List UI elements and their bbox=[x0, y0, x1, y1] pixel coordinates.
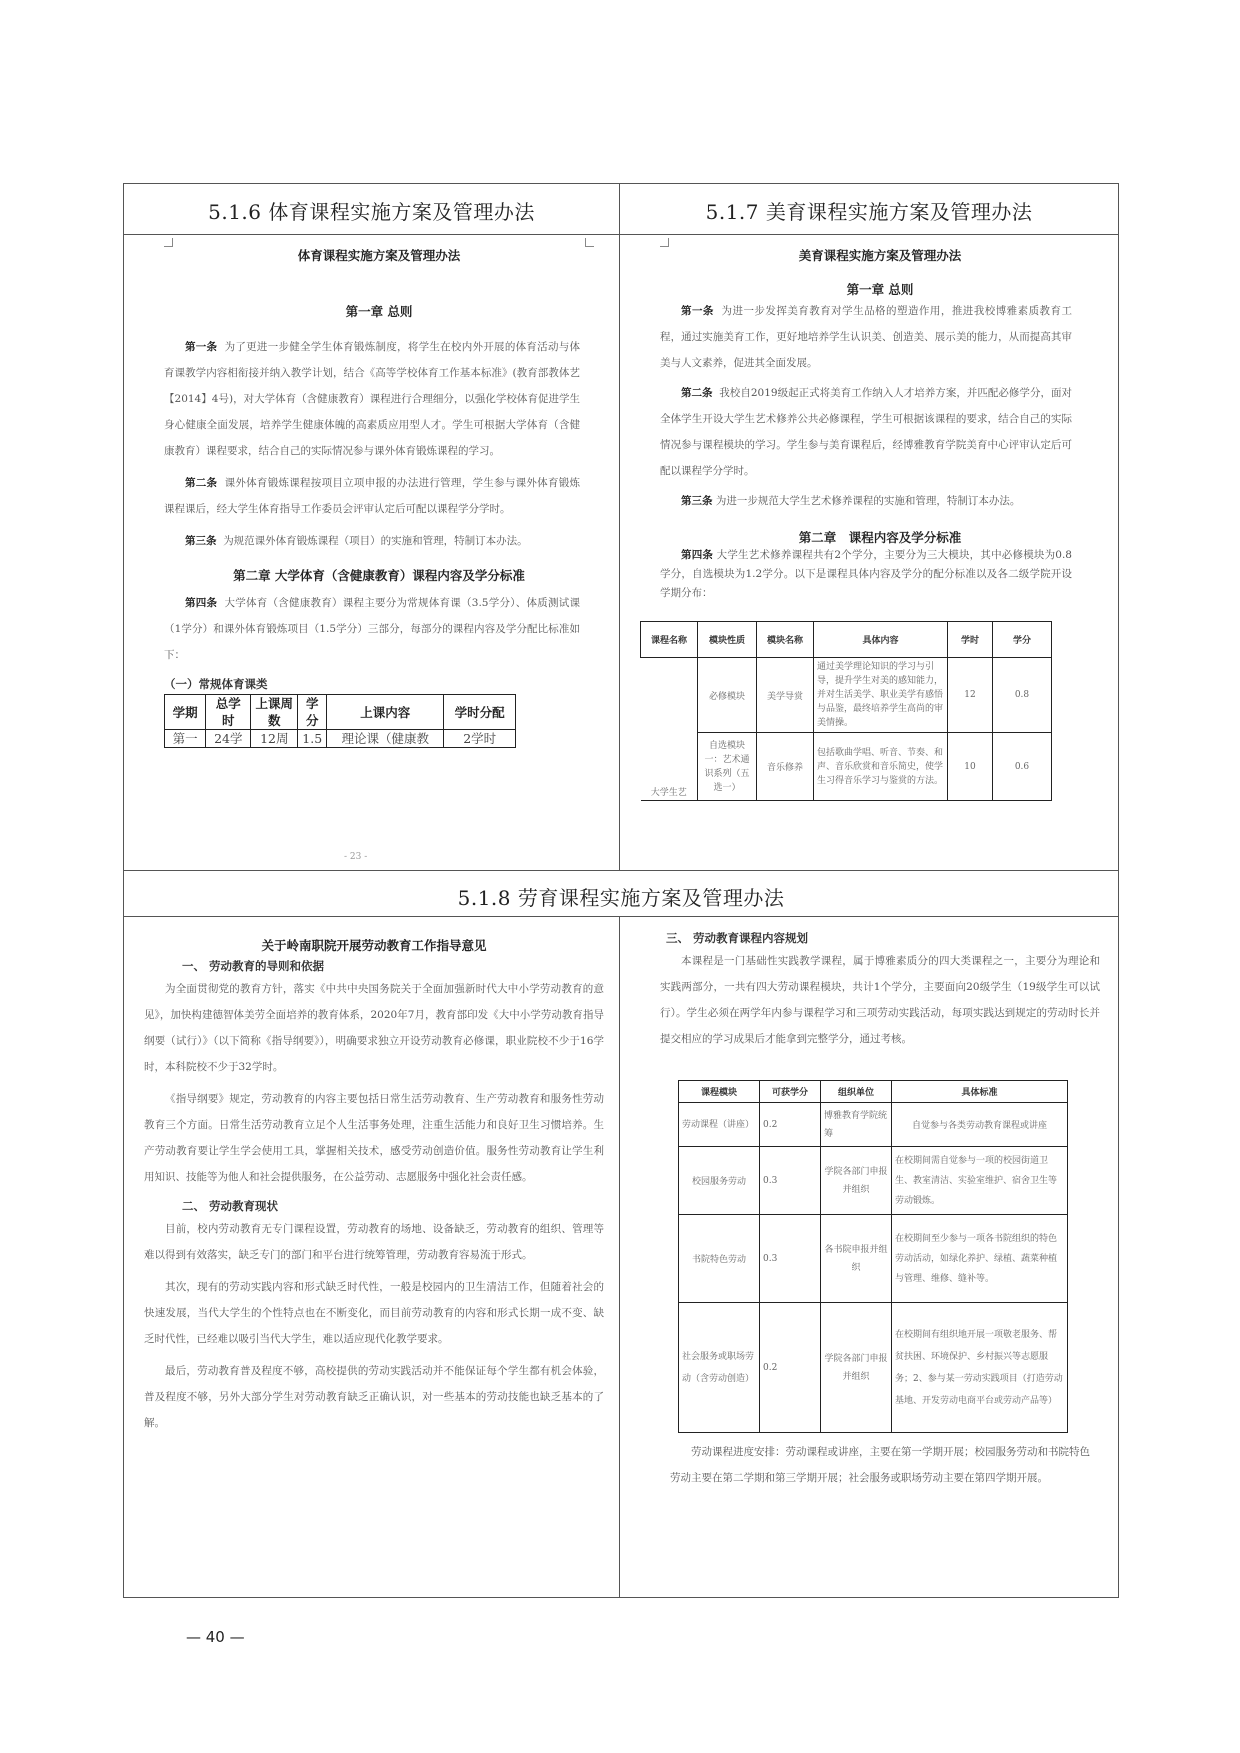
table-row: 第一 24学 12周 1.5 理论课（健康教 2学时 bbox=[165, 730, 516, 748]
subsection-heading: （一）常规体育课类 bbox=[164, 677, 268, 691]
inner-page-number: - 23 - bbox=[344, 852, 368, 862]
labor-course-table bbox=[678, 1080, 1068, 1433]
doc-title: 关于岭南职院开展劳动教育工作指导意见 bbox=[261, 938, 487, 953]
table-row: 自选模块一：艺术通识系列（五选一） 音乐修养 包括歌曲学唱、听音、节奏、和声、音乐欣赏和音乐简史，使学生习得音乐学习与鉴赏的方法。 10 0.6 bbox=[641, 733, 1052, 801]
divider bbox=[124, 870, 1118, 871]
table-row: 大学生艺 必修模块 美学导赏 通过美学理论知识的学习与引导，提升学生对美的感知能力，并对生活美学、职业美学有感悟与品鉴，最终培养学生高尚的审美情操。 12 0.8 bbox=[641, 658, 1052, 733]
doc-title: 美育课程实施方案及管理办法 bbox=[798, 248, 962, 263]
divider bbox=[619, 184, 620, 870]
panel-art-course bbox=[650, 236, 1100, 868]
panel-pe-course bbox=[164, 236, 594, 868]
table-header-row: 学期 总学时 上课周数 学分 上课内容 学时分配 bbox=[165, 695, 516, 730]
article-2: 第二条 课外体育锻炼课程按项目立项申报的办法进行管理，学生参与课外体育锻炼课程课后，经大学生体育指导工作委员会评审认定后可配以课程学分学时。 bbox=[164, 477, 580, 515]
pe-course-table bbox=[164, 694, 516, 748]
article-1: 第一条 为进一步发挥美育教育对学生品格的塑造作用，推进我校博雅素质教育工程，通过实施美育工作，更好地培养学生认识美、创造美、展示美的能力，从而提高其审美与人文素养，促进其全面发展。 bbox=[660, 305, 1072, 369]
paragraph: 劳动课程进度安排：劳动课程或讲座，主要在第一学期开展；校园服务劳动和书院特色劳动主要在第二学期和第三学期开展；社会服务或职场劳动主要在第四学期开展。 bbox=[670, 1446, 1090, 1484]
chapter-heading: 第二章 大学体育（含健康教育）课程内容及学分标准 bbox=[233, 568, 525, 583]
heading-3: 三、 劳动教育课程内容规划 bbox=[666, 931, 809, 945]
table-header-row: 课程模块 可获学分 组织单位 具体标准 bbox=[679, 1081, 1068, 1103]
article-4: 第四条 大学体育（含健康教育）课程主要分为常规体育课（3.5学分）、体质测试课（1学分）和课外体育锻炼项目（1.5学分）三部分，每部分的课程内容及学分配比标准如下： bbox=[164, 597, 580, 661]
divider bbox=[124, 916, 1118, 917]
panel-labor-plan bbox=[660, 926, 1100, 1586]
table-row: 社会服务或职场劳动（含劳动创造） 0.2 学院各部门申报并组织 在校期间有组织地开展一项敬老服务、帮贫扶困、环境保护、乡村振兴等志愿服务；2、参与某一劳动实践项目（打造劳动基地、开发劳动电商平台或劳动产品等） bbox=[679, 1303, 1068, 1433]
article-2: 第二条 我校自2019级起正式将美育工作纳入人才培养方案，并匹配必修学分，面对全体学生开设大学生艺术修养公共必修课程，学生可根据该课程的要求，结合自己的实际情况参与课程模块的学习。学生参与美育课程后，经博雅教育学院美育中心评审认定后可配以课程学分学时。 bbox=[660, 387, 1072, 477]
article-1: 第一条 为了更进一步健全学生体育锻炼制度，将学生在校内外开展的体育活动与体育课教学内容相衔接并纳入教学计划，结合《高等学校体育工作基本标准》(教育部教体艺【2014】4号)，对大学体育（含健康教育）课程进行合理细分，以强化学校体育促进学生身心健康全面发展，培养学生健康体魄的高素质应用型人才。学生可根据大学体育（含健康教育）课程要求，结合自己的实际情况参与课外体育锻炼课程的学习。 bbox=[164, 341, 580, 457]
table-row: 书院特色劳动 0.3 各书院申报并组织 在校期间至少参与一项各书院组织的特色劳动活动，如绿化养护、绿植、蔬菜种植与管理、维修、缝补等。 bbox=[679, 1215, 1068, 1303]
panel-labor-guidance bbox=[144, 926, 604, 1586]
section-heading-517: 5.1.7 美育课程实施方案及管理办法 bbox=[705, 200, 1033, 224]
article-3: 第三条 为规范课外体育锻炼课程（项目）的实施和管理，特制订本办法。 bbox=[185, 535, 528, 547]
table-row: 劳动课程（讲座） 0.2 博雅教育学院统筹 自觉参与各类劳动教育课程或讲座 bbox=[679, 1103, 1068, 1147]
table-header-row: 课程名称 模块性质 模块名称 具体内容 学时 学分 bbox=[641, 622, 1052, 658]
divider bbox=[619, 916, 620, 1598]
paragraph: 本课程是一门基础性实践教学课程，属于博雅素质分的四大类课程之一，主要分为理论和实践两部分，一共有四大劳动课程模块，共计1个学分，主要面向20级学生（19级学生可以试行）。学生必须在两学年内参与课程学习和三项劳动实践活动，每项实践达到规定的劳动时长并提交相应的学习成果后才能拿到完整学分，通过考核。 bbox=[660, 955, 1100, 1045]
section-heading-518: 5.1.8 劳育课程实施方案及管理办法 bbox=[457, 886, 785, 910]
chapter-heading: 第二章 课程内容及学分标准 bbox=[798, 530, 962, 545]
page-number: — 40 — bbox=[186, 1628, 245, 1646]
chapter-heading: 第一章 总则 bbox=[345, 304, 413, 319]
heading-2: 二、 劳动教育现状 bbox=[182, 1199, 279, 1213]
crop-mark bbox=[164, 238, 173, 247]
heading-1: 一、 劳动教育的导则和依据 bbox=[182, 959, 325, 973]
paragraph: 为全面贯彻党的教育方针，落实《中共中央国务院关于全面加强新时代大中小学劳动教育的意见》，加快构建德智体美劳全面培养的教育体系，2020年7月，教育部印发《大中小学劳动教育指导纲要（试行）》（以下简称《指导纲要》），明确要求独立开设劳动教育必修课，职业院校不少于16学时，本科院校不少于32学时。 bbox=[144, 983, 604, 1073]
doc-title: 体育课程实施方案及管理办法 bbox=[297, 248, 461, 263]
paragraph: 最后，劳动教育普及程度不够，高校提供的劳动实践活动并不能保证每个学生都有机会体验，普及程度不够，另外大部分学生对劳动教育缺乏正确认识，对一些基本的劳动技能也缺乏基本的了解。 bbox=[144, 1365, 604, 1429]
article-4: 第四条 大学生艺术修养课程共有2个学分，主要分为三大模块，其中必修模块为0.8学分，自选模块为1.2学分。以下是课程具体内容及学分的配分标准以及各二级学院开设学期分布： bbox=[660, 549, 1072, 599]
art-course-table bbox=[640, 621, 1052, 801]
document-frame bbox=[123, 183, 1119, 1598]
chapter-heading: 第一章 总则 bbox=[846, 282, 914, 297]
article-3: 第三条 为进一步规范大学生艺术修养课程的实施和管理，特制订本办法。 bbox=[681, 495, 1021, 507]
crop-mark bbox=[660, 238, 669, 247]
section-heading-516: 5.1.6 体育课程实施方案及管理办法 bbox=[208, 200, 535, 224]
paragraph: 其次，现有的劳动实践内容和形式缺乏时代性，一般是校园内的卫生清洁工作，但随着社会的快速发展，当代大学生的个性特点也在不断变化，而目前劳动教育的内容和形式长期一成不变、缺乏时代性，已经难以吸引当代大学生，难以适应现代化教学要求。 bbox=[144, 1281, 604, 1345]
divider bbox=[124, 234, 1118, 235]
table-row: 校园服务劳动 0.3 学院各部门申报并组织 在校期间需自觉参与一项的校园街道卫生、教室清洁、实验室维护、宿舍卫生等劳动锻炼。 bbox=[679, 1147, 1068, 1215]
paragraph: 《指导纲要》规定，劳动教育的内容主要包括日常生活劳动教育、生产劳动教育和服务性劳动教育三个方面。日常生活劳动教育立足个人生活事务处理，注重生活能力和良好卫生习惯培养。生产劳动教育要让学生学会使用工具，掌握相关技术，感受劳动创造价值。服务性劳动教育让学生利用知识、技能等为他人和社会提供服务，在公益劳动、志愿服务中强化社会责任感。 bbox=[144, 1093, 604, 1183]
paragraph: 目前，校内劳动教育无专门课程设置，劳动教育的场地、设备缺乏，劳动教育的组织、管理等难以得到有效落实，缺乏专门的部门和平台进行统筹管理，劳动教育容易流于形式。 bbox=[144, 1223, 604, 1261]
crop-mark bbox=[585, 238, 594, 247]
